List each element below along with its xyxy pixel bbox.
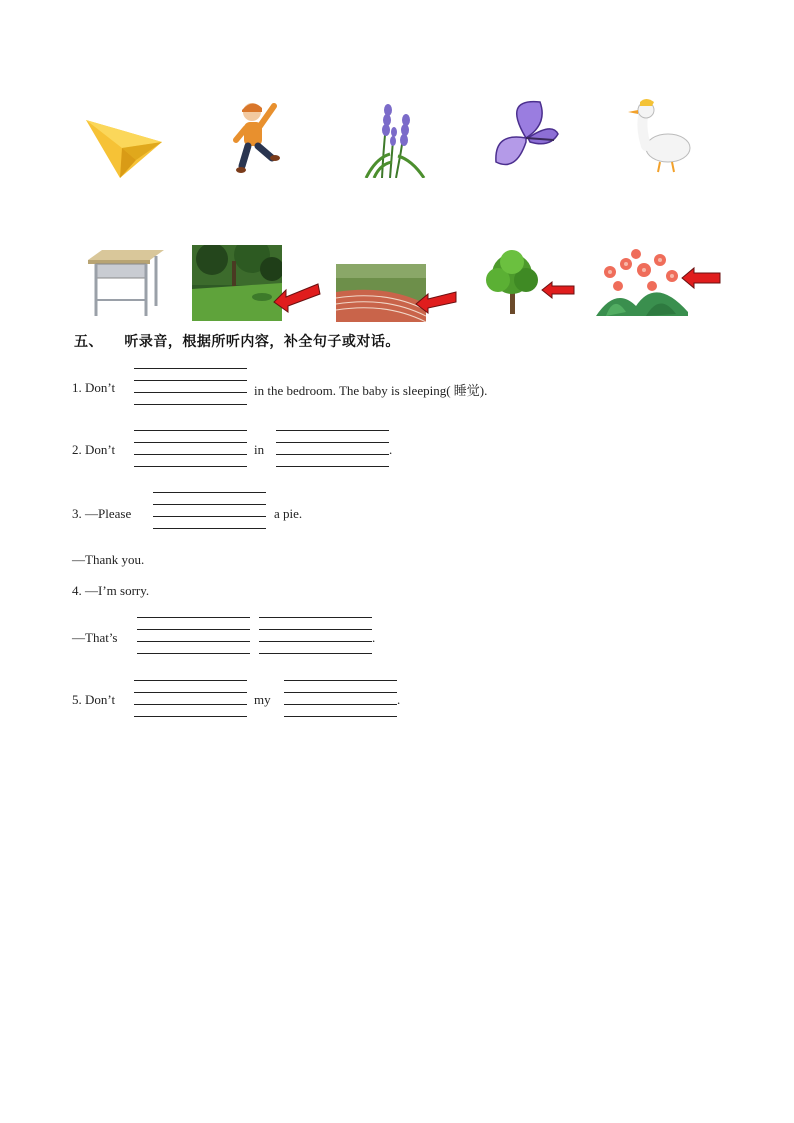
q1-answer-blank[interactable] [134, 368, 247, 408]
goose-icon [624, 96, 696, 176]
q3-suffix: a pie. [274, 506, 303, 521]
q2-end: . [389, 442, 393, 457]
arrow-icon [680, 266, 722, 290]
section-heading [74, 331, 400, 351]
q5-end: . [397, 692, 401, 707]
q1-suffix: in the bedroom. The baby is sleeping( 睡觉). [254, 383, 488, 398]
arrow-icon [414, 288, 458, 314]
park-lawn-photo [192, 245, 282, 321]
running-track-photo [336, 264, 426, 322]
arrow-icon [272, 280, 322, 314]
q4-prompt: 4. —I’m sorry. [72, 583, 150, 598]
q2-answer-blank-1[interactable] [134, 430, 247, 470]
butterfly-icon [492, 98, 560, 176]
section-number: 五、 [74, 334, 103, 350]
q5-middle: my [254, 692, 271, 707]
q4-answer-blank-2[interactable] [259, 617, 372, 657]
section-instruction: 听录音，根据所听内容，补全句子或对话。 [124, 334, 400, 350]
q2-answer-blank-2[interactable] [276, 430, 389, 470]
q5-prefix: 5. Don’t [72, 692, 116, 707]
lavender-icon [362, 98, 428, 178]
tree-icon [482, 248, 544, 316]
q5-answer-blank-2[interactable] [284, 680, 397, 720]
q3-reply: —Thank you. [72, 552, 145, 567]
running-boy-icon [228, 98, 284, 178]
school-desk-icon [86, 246, 166, 320]
paper-plane-icon [84, 112, 164, 180]
q3-prefix: 3. —Please [72, 506, 132, 521]
q1-prefix: 1. Don’t [72, 380, 116, 395]
arrow-icon [540, 280, 576, 300]
q3-answer-blank[interactable] [153, 492, 266, 532]
q4-reply-prefix: —That’s [72, 630, 118, 645]
q2-middle: in [254, 442, 265, 457]
q4-reply-end: . [372, 630, 376, 645]
q4-answer-blank-1[interactable] [137, 617, 250, 657]
flower-bed-icon [596, 246, 688, 316]
q5-answer-blank-1[interactable] [134, 680, 247, 720]
q2-prefix: 2. Don’t [72, 442, 116, 457]
